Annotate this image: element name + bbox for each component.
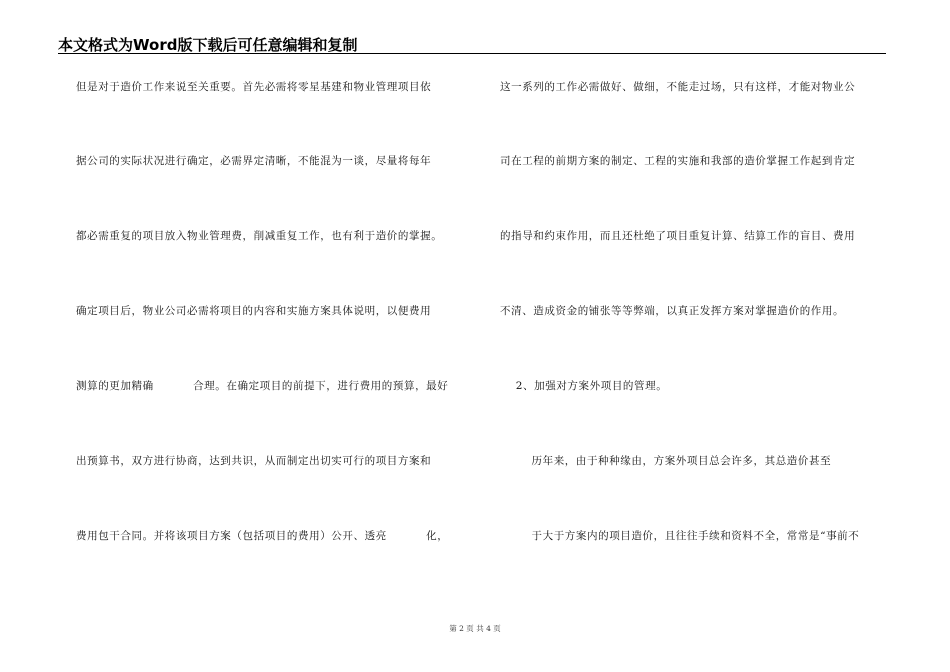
text-line: 但是对于造价工作来说至关重要。首先必需将零星基建和物业管理项目依 [76, 81, 432, 93]
text-line: 不清、造成资金的铺张等等弊端，以真正发挥方案对掌握造价的作用。 [500, 305, 845, 317]
page-number: 第 2 页 共 4 页 [449, 624, 501, 633]
text-line: 确定项目后，物业公司必需将项目的内容和实施方案具体说明，以便费用 [76, 305, 432, 317]
text-line: 据公司的实际状况进行确定，必需界定清晰，不能混为一谈，尽量将每年 [76, 155, 432, 167]
header-divider [58, 53, 886, 54]
text-line: 都必需重复的项目放入物业管理费，削减重复工作，也有利于造价的掌握。 [76, 230, 443, 242]
text-line: 这一系列的工作必需做好、做细，不能走过场，只有这样，才能对物业公 [500, 81, 856, 93]
text-line: 测算的更加精确 合理。在确定项目的前提下，进行费用的预算，最好 [76, 380, 449, 392]
text-line: 于大于方案内的项目造价，且往往手续和资料不全，常常是“事前不 [500, 530, 860, 542]
text-line: 的指导和约束作用，而且还杜绝了项目重复计算、结算工作的盲目、费用 [500, 230, 856, 242]
text-line: 费用包干合同。并将该项目方案（包括项目的费用）公开、透亮 化， [76, 530, 449, 542]
page-header-title: 本文格式为Word版下载后可任意编辑和复制 [58, 36, 358, 54]
section-heading: 2、加强对方案外项目的管理。 [500, 380, 668, 392]
text-line: 历年来，由于种种缘由，方案外项目总会许多，其总造价甚至 [500, 455, 832, 467]
text-line: 出预算书，双方进行协商，达到共识，从而制定出切实可行的项目方案和 [76, 455, 432, 467]
text-line: 司在工程的前期方案的制定、工程的实施和我部的造价掌握工作起到肯定 [500, 155, 856, 167]
